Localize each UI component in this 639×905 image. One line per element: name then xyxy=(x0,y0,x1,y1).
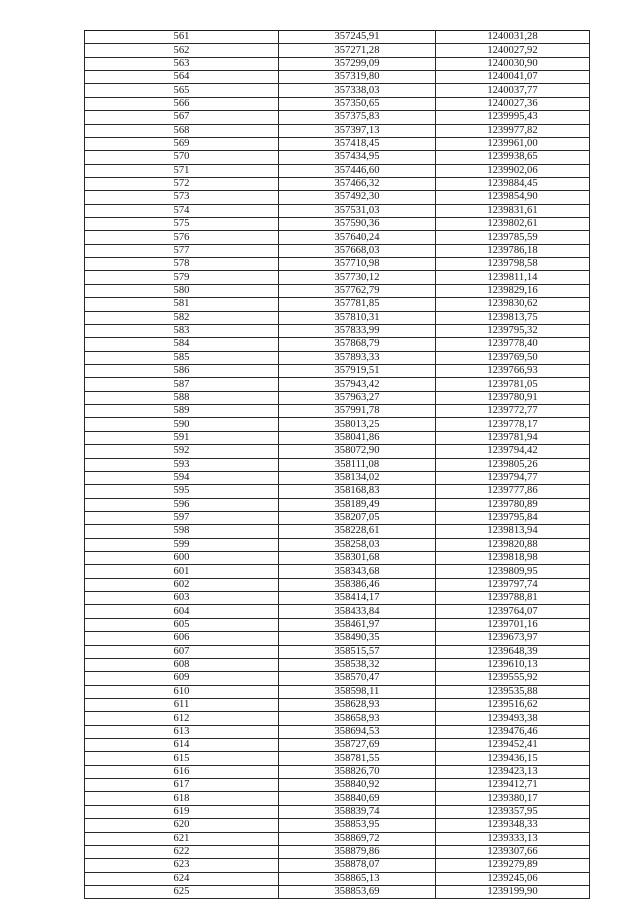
y-coordinate-cell: 1239769,50 xyxy=(436,351,590,364)
table-row xyxy=(85,231,590,244)
table-row xyxy=(85,137,590,150)
y-coordinate-cell: 1239673,97 xyxy=(436,632,590,645)
y-coordinate-cell: 1239797,74 xyxy=(436,578,590,591)
y-coordinate-cell: 1240031,28 xyxy=(436,31,590,44)
point-number-cell: 585 xyxy=(85,351,279,364)
x-coordinate-cell: 358515,57 xyxy=(279,645,436,658)
point-number-cell: 599 xyxy=(85,538,279,551)
point-number-cell: 575 xyxy=(85,218,279,231)
table-row xyxy=(85,271,590,284)
y-coordinate-cell: 1239307,66 xyxy=(436,845,590,858)
x-coordinate-cell: 358570,47 xyxy=(279,672,436,685)
point-number-cell: 622 xyxy=(85,845,279,858)
y-coordinate-cell: 1239279,89 xyxy=(436,859,590,872)
point-number-cell: 605 xyxy=(85,618,279,631)
y-coordinate-cell: 1239476,46 xyxy=(436,725,590,738)
table-row xyxy=(85,725,590,738)
x-coordinate-cell: 357531,03 xyxy=(279,204,436,217)
x-coordinate-cell: 358538,32 xyxy=(279,658,436,671)
table-row xyxy=(85,685,590,698)
table-row xyxy=(85,859,590,872)
point-number-cell: 577 xyxy=(85,244,279,257)
table-row xyxy=(85,592,590,605)
y-coordinate-cell: 1239357,95 xyxy=(436,805,590,818)
x-coordinate-cell: 357668,03 xyxy=(279,244,436,257)
x-coordinate-cell: 357319,80 xyxy=(279,71,436,84)
table-row xyxy=(85,872,590,885)
x-coordinate-cell: 357730,12 xyxy=(279,271,436,284)
table-row xyxy=(85,845,590,858)
point-number-cell: 608 xyxy=(85,658,279,671)
y-coordinate-cell: 1239938,65 xyxy=(436,151,590,164)
table-row xyxy=(85,658,590,671)
y-coordinate-cell: 1239813,75 xyxy=(436,311,590,324)
coordinates-table-body xyxy=(85,31,590,899)
table-row xyxy=(85,298,590,311)
x-coordinate-cell: 358461,97 xyxy=(279,618,436,631)
y-coordinate-cell: 1239412,71 xyxy=(436,779,590,792)
y-coordinate-cell: 1239995,43 xyxy=(436,111,590,124)
point-number-cell: 573 xyxy=(85,191,279,204)
table-row xyxy=(85,578,590,591)
table-row xyxy=(85,712,590,725)
point-number-cell: 566 xyxy=(85,97,279,110)
y-coordinate-cell: 1239778,17 xyxy=(436,418,590,431)
table-row xyxy=(85,311,590,324)
x-coordinate-cell: 358386,46 xyxy=(279,578,436,591)
y-coordinate-cell: 1239780,89 xyxy=(436,498,590,511)
table-row xyxy=(85,44,590,57)
point-number-cell: 619 xyxy=(85,805,279,818)
y-coordinate-cell: 1239610,13 xyxy=(436,658,590,671)
point-number-cell: 610 xyxy=(85,685,279,698)
y-coordinate-cell: 1239423,13 xyxy=(436,765,590,778)
table-row xyxy=(85,805,590,818)
y-coordinate-cell: 1239701,16 xyxy=(436,618,590,631)
y-coordinate-cell: 1240041,07 xyxy=(436,71,590,84)
y-coordinate-cell: 1239781,94 xyxy=(436,431,590,444)
x-coordinate-cell: 357271,28 xyxy=(279,44,436,57)
point-number-cell: 563 xyxy=(85,57,279,70)
table-row xyxy=(85,97,590,110)
point-number-cell: 598 xyxy=(85,525,279,538)
table-row xyxy=(85,338,590,351)
y-coordinate-cell: 1239348,33 xyxy=(436,819,590,832)
point-number-cell: 615 xyxy=(85,752,279,765)
point-number-cell: 624 xyxy=(85,872,279,885)
y-coordinate-cell: 1239766,93 xyxy=(436,364,590,377)
x-coordinate-cell: 357963,27 xyxy=(279,391,436,404)
table-row xyxy=(85,324,590,337)
point-number-cell: 594 xyxy=(85,471,279,484)
point-number-cell: 564 xyxy=(85,71,279,84)
point-number-cell: 576 xyxy=(85,231,279,244)
y-coordinate-cell: 1240027,36 xyxy=(436,97,590,110)
y-coordinate-cell: 1239811,14 xyxy=(436,271,590,284)
x-coordinate-cell: 358628,93 xyxy=(279,698,436,711)
x-coordinate-cell: 358879,86 xyxy=(279,845,436,858)
y-coordinate-cell: 1239794,77 xyxy=(436,471,590,484)
point-number-cell: 620 xyxy=(85,819,279,832)
y-coordinate-cell: 1239795,32 xyxy=(436,324,590,337)
x-coordinate-cell: 357590,36 xyxy=(279,218,436,231)
x-coordinate-cell: 358840,92 xyxy=(279,779,436,792)
table-row xyxy=(85,391,590,404)
y-coordinate-cell: 1239831,61 xyxy=(436,204,590,217)
y-coordinate-cell: 1239977,82 xyxy=(436,124,590,137)
table-row xyxy=(85,565,590,578)
y-coordinate-cell: 1239555,92 xyxy=(436,672,590,685)
x-coordinate-cell: 357338,03 xyxy=(279,84,436,97)
point-number-cell: 621 xyxy=(85,832,279,845)
x-coordinate-cell: 358840,69 xyxy=(279,792,436,805)
table-row xyxy=(85,84,590,97)
table-row xyxy=(85,151,590,164)
point-number-cell: 568 xyxy=(85,124,279,137)
y-coordinate-cell: 1239786,18 xyxy=(436,244,590,257)
y-coordinate-cell: 1239764,07 xyxy=(436,605,590,618)
y-coordinate-cell: 1239245,06 xyxy=(436,872,590,885)
point-number-cell: 617 xyxy=(85,779,279,792)
y-coordinate-cell: 1239795,84 xyxy=(436,511,590,524)
point-number-cell: 607 xyxy=(85,645,279,658)
x-coordinate-cell: 358228,61 xyxy=(279,525,436,538)
y-coordinate-cell: 1239794,42 xyxy=(436,445,590,458)
point-number-cell: 613 xyxy=(85,725,279,738)
table-row xyxy=(85,405,590,418)
x-coordinate-cell: 358878,07 xyxy=(279,859,436,872)
table-row xyxy=(85,164,590,177)
x-coordinate-cell: 357434,95 xyxy=(279,151,436,164)
point-number-cell: 562 xyxy=(85,44,279,57)
y-coordinate-cell: 1239854,90 xyxy=(436,191,590,204)
x-coordinate-cell: 357397,13 xyxy=(279,124,436,137)
x-coordinate-cell: 358826,70 xyxy=(279,765,436,778)
y-coordinate-cell: 1239772,77 xyxy=(436,405,590,418)
point-number-cell: 600 xyxy=(85,552,279,565)
x-coordinate-cell: 358781,55 xyxy=(279,752,436,765)
y-coordinate-cell: 1239813,94 xyxy=(436,525,590,538)
y-coordinate-cell: 1240027,92 xyxy=(436,44,590,57)
x-coordinate-cell: 357893,33 xyxy=(279,351,436,364)
table-row xyxy=(85,672,590,685)
x-coordinate-cell: 358727,69 xyxy=(279,739,436,752)
table-row xyxy=(85,538,590,551)
point-number-cell: 561 xyxy=(85,31,279,44)
table-row xyxy=(85,779,590,792)
x-coordinate-cell: 357833,99 xyxy=(279,324,436,337)
table-row xyxy=(85,765,590,778)
table-row xyxy=(85,418,590,431)
table-row xyxy=(85,204,590,217)
table-row xyxy=(85,124,590,137)
y-coordinate-cell: 1240037,77 xyxy=(436,84,590,97)
x-coordinate-cell: 358414,17 xyxy=(279,592,436,605)
x-coordinate-cell: 357466,32 xyxy=(279,177,436,190)
x-coordinate-cell: 357446,60 xyxy=(279,164,436,177)
point-number-cell: 604 xyxy=(85,605,279,618)
x-coordinate-cell: 358343,68 xyxy=(279,565,436,578)
point-number-cell: 589 xyxy=(85,405,279,418)
point-number-cell: 586 xyxy=(85,364,279,377)
table-row xyxy=(85,792,590,805)
x-coordinate-cell: 358490,35 xyxy=(279,632,436,645)
x-coordinate-cell: 358853,95 xyxy=(279,819,436,832)
point-number-cell: 582 xyxy=(85,311,279,324)
table-row xyxy=(85,258,590,271)
y-coordinate-cell: 1239961,00 xyxy=(436,137,590,150)
x-coordinate-cell: 358041,86 xyxy=(279,431,436,444)
y-coordinate-cell: 1239493,38 xyxy=(436,712,590,725)
x-coordinate-cell: 358598,11 xyxy=(279,685,436,698)
point-number-cell: 603 xyxy=(85,592,279,605)
x-coordinate-cell: 357810,31 xyxy=(279,311,436,324)
x-coordinate-cell: 358258,03 xyxy=(279,538,436,551)
point-number-cell: 578 xyxy=(85,258,279,271)
table-row xyxy=(85,364,590,377)
y-coordinate-cell: 1239788,81 xyxy=(436,592,590,605)
table-row xyxy=(85,445,590,458)
table-row xyxy=(85,471,590,484)
point-number-cell: 596 xyxy=(85,498,279,511)
y-coordinate-cell: 1239884,45 xyxy=(436,177,590,190)
point-number-cell: 574 xyxy=(85,204,279,217)
x-coordinate-cell: 357640,24 xyxy=(279,231,436,244)
y-coordinate-cell: 1239380,17 xyxy=(436,792,590,805)
table-row xyxy=(85,485,590,498)
table-row xyxy=(85,458,590,471)
x-coordinate-cell: 358189,49 xyxy=(279,498,436,511)
x-coordinate-cell: 357919,51 xyxy=(279,364,436,377)
x-coordinate-cell: 357375,83 xyxy=(279,111,436,124)
table-row xyxy=(85,645,590,658)
table-row xyxy=(85,886,590,899)
x-coordinate-cell: 357710,98 xyxy=(279,258,436,271)
table-row xyxy=(85,552,590,565)
table-row xyxy=(85,218,590,231)
x-coordinate-cell: 358839,74 xyxy=(279,805,436,818)
point-number-cell: 614 xyxy=(85,739,279,752)
table-row xyxy=(85,244,590,257)
point-number-cell: 565 xyxy=(85,84,279,97)
point-number-cell: 602 xyxy=(85,578,279,591)
y-coordinate-cell: 1239802,61 xyxy=(436,218,590,231)
y-coordinate-cell: 1239902,06 xyxy=(436,164,590,177)
point-number-cell: 601 xyxy=(85,565,279,578)
point-number-cell: 584 xyxy=(85,338,279,351)
table-row xyxy=(85,511,590,524)
point-number-cell: 616 xyxy=(85,765,279,778)
y-coordinate-cell: 1239798,58 xyxy=(436,258,590,271)
point-number-cell: 572 xyxy=(85,177,279,190)
point-number-cell: 618 xyxy=(85,792,279,805)
coordinates-table xyxy=(84,30,590,899)
point-number-cell: 583 xyxy=(85,324,279,337)
x-coordinate-cell: 357943,42 xyxy=(279,378,436,391)
y-coordinate-cell: 1240030,90 xyxy=(436,57,590,70)
y-coordinate-cell: 1239780,91 xyxy=(436,391,590,404)
x-coordinate-cell: 358111,08 xyxy=(279,458,436,471)
point-number-cell: 592 xyxy=(85,445,279,458)
table-row xyxy=(85,177,590,190)
table-row xyxy=(85,71,590,84)
y-coordinate-cell: 1239805,26 xyxy=(436,458,590,471)
x-coordinate-cell: 357245,91 xyxy=(279,31,436,44)
table-row xyxy=(85,525,590,538)
point-number-cell: 579 xyxy=(85,271,279,284)
y-coordinate-cell: 1239829,16 xyxy=(436,284,590,297)
point-number-cell: 570 xyxy=(85,151,279,164)
x-coordinate-cell: 357868,79 xyxy=(279,338,436,351)
point-number-cell: 609 xyxy=(85,672,279,685)
y-coordinate-cell: 1239333,13 xyxy=(436,832,590,845)
x-coordinate-cell: 358072,90 xyxy=(279,445,436,458)
x-coordinate-cell: 358853,69 xyxy=(279,886,436,899)
table-row xyxy=(85,284,590,297)
y-coordinate-cell: 1239830,62 xyxy=(436,298,590,311)
point-number-cell: 580 xyxy=(85,284,279,297)
table-row xyxy=(85,832,590,845)
y-coordinate-cell: 1239777,86 xyxy=(436,485,590,498)
point-number-cell: 591 xyxy=(85,431,279,444)
point-number-cell: 595 xyxy=(85,485,279,498)
x-coordinate-cell: 358869,72 xyxy=(279,832,436,845)
x-coordinate-cell: 357991,78 xyxy=(279,405,436,418)
table-row xyxy=(85,351,590,364)
x-coordinate-cell: 357781,85 xyxy=(279,298,436,311)
y-coordinate-cell: 1239778,40 xyxy=(436,338,590,351)
point-number-cell: 569 xyxy=(85,137,279,150)
x-coordinate-cell: 357418,45 xyxy=(279,137,436,150)
table-row xyxy=(85,819,590,832)
x-coordinate-cell: 358168,83 xyxy=(279,485,436,498)
point-number-cell: 625 xyxy=(85,886,279,899)
y-coordinate-cell: 1239781,05 xyxy=(436,378,590,391)
table-row xyxy=(85,739,590,752)
table-row xyxy=(85,431,590,444)
x-coordinate-cell: 358207,05 xyxy=(279,511,436,524)
x-coordinate-cell: 357762,79 xyxy=(279,284,436,297)
y-coordinate-cell: 1239199,90 xyxy=(436,886,590,899)
table-row xyxy=(85,31,590,44)
point-number-cell: 623 xyxy=(85,859,279,872)
table-row xyxy=(85,111,590,124)
y-coordinate-cell: 1239436,15 xyxy=(436,752,590,765)
y-coordinate-cell: 1239809,95 xyxy=(436,565,590,578)
y-coordinate-cell: 1239648,39 xyxy=(436,645,590,658)
y-coordinate-cell: 1239818,98 xyxy=(436,552,590,565)
x-coordinate-cell: 358013,25 xyxy=(279,418,436,431)
table-row xyxy=(85,498,590,511)
point-number-cell: 593 xyxy=(85,458,279,471)
y-coordinate-cell: 1239785,59 xyxy=(436,231,590,244)
x-coordinate-cell: 358433,84 xyxy=(279,605,436,618)
x-coordinate-cell: 357492,30 xyxy=(279,191,436,204)
y-coordinate-cell: 1239452,41 xyxy=(436,739,590,752)
x-coordinate-cell: 358134,02 xyxy=(279,471,436,484)
point-number-cell: 588 xyxy=(85,391,279,404)
x-coordinate-cell: 358694,53 xyxy=(279,725,436,738)
x-coordinate-cell: 357299,09 xyxy=(279,57,436,70)
table-row xyxy=(85,605,590,618)
x-coordinate-cell: 357350,65 xyxy=(279,97,436,110)
point-number-cell: 606 xyxy=(85,632,279,645)
x-coordinate-cell: 358865,13 xyxy=(279,872,436,885)
point-number-cell: 611 xyxy=(85,698,279,711)
y-coordinate-cell: 1239516,62 xyxy=(436,698,590,711)
point-number-cell: 590 xyxy=(85,418,279,431)
point-number-cell: 612 xyxy=(85,712,279,725)
y-coordinate-cell: 1239820,88 xyxy=(436,538,590,551)
point-number-cell: 567 xyxy=(85,111,279,124)
point-number-cell: 587 xyxy=(85,378,279,391)
point-number-cell: 597 xyxy=(85,511,279,524)
point-number-cell: 581 xyxy=(85,298,279,311)
table-row xyxy=(85,632,590,645)
x-coordinate-cell: 358658,93 xyxy=(279,712,436,725)
table-row xyxy=(85,191,590,204)
x-coordinate-cell: 358301,68 xyxy=(279,552,436,565)
table-row xyxy=(85,752,590,765)
table-row xyxy=(85,698,590,711)
point-number-cell: 571 xyxy=(85,164,279,177)
table-row xyxy=(85,618,590,631)
table-row xyxy=(85,378,590,391)
y-coordinate-cell: 1239535,88 xyxy=(436,685,590,698)
table-row xyxy=(85,57,590,70)
